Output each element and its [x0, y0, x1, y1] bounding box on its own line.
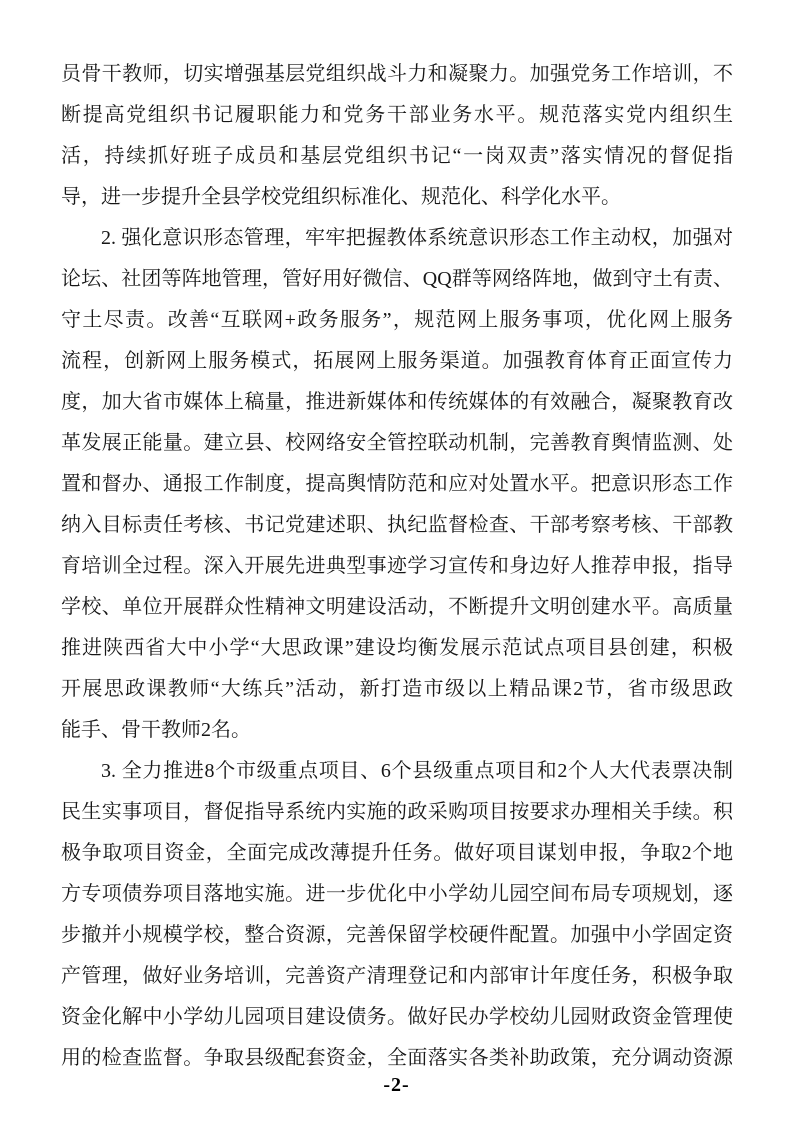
text-line: 能手、骨干教师2名。 [61, 719, 251, 741]
text-line: 流程，创新网上服务模式，拓展网上服务渠道。加强教育体育正面宣传力 [61, 350, 733, 372]
text-line: 断提高党组织书记履职能力和党务干部业务水平。规范落实党内组织生 [61, 104, 733, 126]
paragraph-item-2 [61, 218, 733, 751]
text-line: 度，加大省市媒体上稿量，推进新媒体和传统媒体的有效融合，凝聚教育改 [61, 391, 733, 413]
text-line: 导，进一步提升全县学校党组织标准化、规范化、科学化水平。 [61, 186, 621, 208]
text-line: 置和督办、通报工作制度，提高舆情防范和应对处置水平。把意识形态工作 [61, 473, 733, 495]
text-line: 用的检查监督。争取县级配套资金，全面落实各类补助政策，充分调动资源 [61, 1047, 733, 1069]
text-line: 3. 全力推进8个市级重点项目、6个县级重点项目和2个人大代表票决制 [101, 760, 733, 782]
text-line: 方专项债券项目落地实施。进一步优化中小学幼儿园空间布局专项规划，逐 [61, 883, 733, 905]
text-line: 极争取项目资金，全面完成改薄提升任务。做好项目谋划申报，争取2个地 [61, 842, 733, 864]
text-line: 开展思政课教师“大练兵”活动，新打造市级以上精品课2节，省市级思政 [61, 678, 733, 700]
document-body [61, 54, 733, 1079]
text-line: 活，持续抓好班子成员和基层党组织书记“一岗双责”落实情况的督促指 [61, 145, 733, 167]
text-line: 学校、单位开展群众性精神文明建设活动，不断提升文明创建水平。高质量 [61, 596, 733, 618]
text-line: 资金化解中小学幼儿园项目建设债务。做好民办学校幼儿园财政资金管理使 [61, 1006, 733, 1028]
text-line: 守土尽责。改善“互联网+政务服务”，规范网上服务事项，优化网上服务 [61, 309, 733, 331]
text-line: 步撤并小规模学校，整合资源，完善保留学校硬件配置。加强中小学固定资 [61, 924, 733, 946]
text-line: 革发展正能量。建立县、校网络安全管控联动机制，完善教育舆情监测、处 [61, 432, 733, 454]
text-line: 2. 强化意识形态管理，牢牢把握教体系统意识形态工作主动权，加强对 [101, 227, 733, 249]
text-line: 民生实事项目，督促指导系统内实施的政采购项目按要求办理相关手续。积 [61, 801, 733, 823]
text-line: 产管理，做好业务培训，完善资产清理登记和内部审计年度任务，积极争取 [61, 965, 733, 987]
text-line: 育培训全过程。深入开展先进典型事迹学习宣传和身边好人推荐申报，指导 [61, 555, 733, 577]
text-line: 论坛、社团等阵地管理，管好用好微信、QQ群等网络阵地，做到守土有责、 [61, 268, 733, 290]
page-number: -2- [383, 1074, 410, 1096]
text-line: 员骨干教师，切实增强基层党组织战斗力和凝聚力。加强党务工作培训，不 [61, 63, 733, 85]
paragraph-continuation [61, 54, 733, 218]
text-line: 纳入目标责任考核、书记党建述职、执纪监督检查、干部考察考核、干部教 [61, 514, 733, 536]
text-line: 推进陕西省大中小学“大思政课”建设均衡发展示范试点项目县创建，积极 [61, 637, 733, 659]
paragraph-item-3 [61, 751, 733, 1079]
